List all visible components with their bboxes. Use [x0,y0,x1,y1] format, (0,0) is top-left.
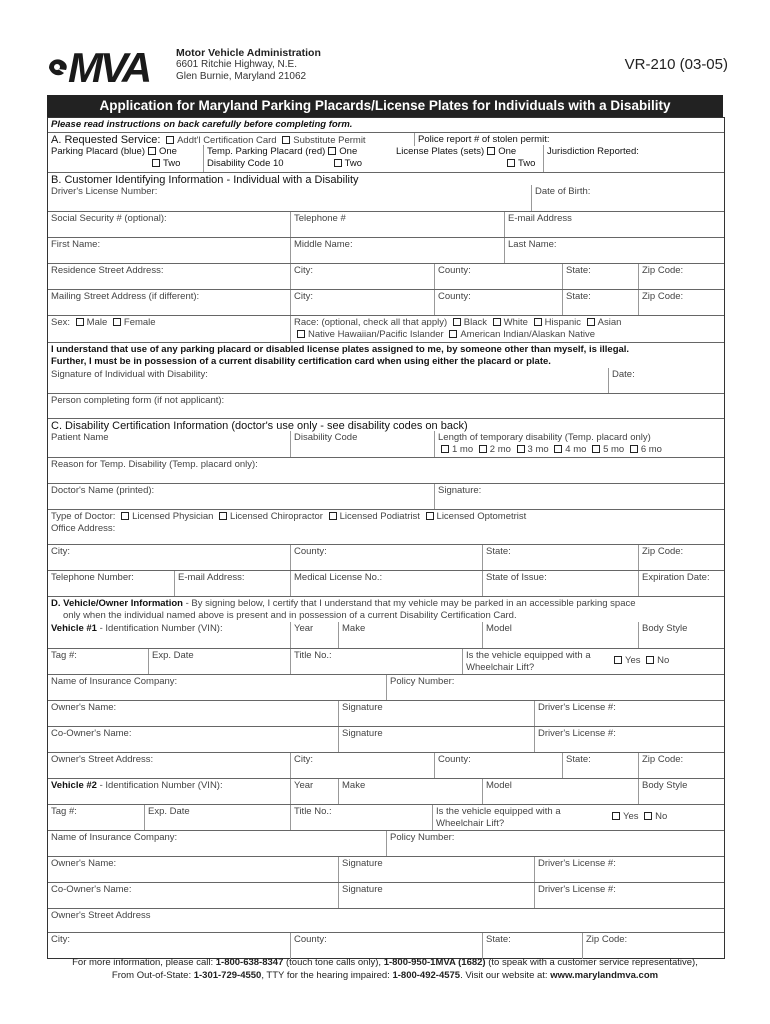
mva-logo [46,44,174,91]
vehicle1-body-style-field[interactable]: Body Style [642,623,688,634]
mailing-state-field[interactable]: State: [566,291,591,302]
disability-code-10-label: Disability Code 10 [207,158,284,169]
footer-text-d: From Out-of-State: [111,970,194,981]
vehicle2-exp-date-field[interactable]: Exp. Date [148,806,190,817]
vehicle1-wheelchair-q2: Wheelchair Lift? [466,662,535,673]
american-indian-label: American Indian/Alaskan Native [460,329,595,340]
type-of-doctor-label: Type of Doctor: [51,511,116,522]
white-checkbox[interactable] [493,318,501,326]
footer-text-f: . Visit our website at: [460,970,551,981]
vehicle1-vin-field[interactable]: - Identification Number (VIN): [96,623,223,634]
vehicle2-county-field[interactable]: County: [294,934,327,945]
vehicle2-make-field[interactable]: Make [342,780,366,791]
footer-phone-customer-service: 1-800-950-1MVA (1682) [383,957,486,968]
dob-field[interactable]: Date of Birth: [535,186,591,197]
temp-two-label: Two [344,158,363,169]
applicant-signature-field[interactable]: Signature of Individual with Disability: [51,369,208,380]
vehicle2-owner-signature-field[interactable]: Signature [342,858,383,869]
vehicle1-owner-name-field[interactable]: Owner's Name: [51,702,117,713]
patient-name-field[interactable]: Patient Name [51,432,109,443]
person-completing-field[interactable]: Person completing form (if not applicant): [51,395,225,406]
month-2-checkbox[interactable] [479,445,487,453]
placard-two-label: Two [163,158,181,169]
footer-text-e: , TTY for the hearing impaired: [261,970,393,981]
month-1-label: 1 mo [452,444,474,455]
state-of-issue-field[interactable]: State of Issue: [486,572,547,583]
residence-city-field[interactable]: City: [294,265,313,276]
vehicle1-owner-signature-field[interactable]: Signature [342,702,383,713]
vehicle1-title-field[interactable]: Title No.: [294,650,332,661]
vehicle1-zip-field[interactable]: Zip Code: [642,754,684,765]
vehicle2-zip-field[interactable]: Zip Code: [586,934,628,945]
section-a-heading: A. Requested Service: [51,134,161,146]
statement-line1: I understand that use of any parking placard or disabled license plates assigned to me, by someone other than myself, is illegal. [51,344,630,355]
license-plates-label: License Plates (sets) [396,146,485,157]
month-2-label: 2 mo [489,444,511,455]
vehicle1-label: Vehicle #1 [51,623,97,634]
length-label: Length of temporary disability (Temp. placard only) [438,432,651,443]
female-label: Female [123,317,156,328]
temp-placard-label: Temp. Parking Placard (red) [207,146,326,157]
month-5-checkbox[interactable] [592,445,600,453]
residence-zip-field[interactable]: Zip Code: [642,265,684,276]
vehicle2-year-field[interactable]: Year [294,780,314,791]
vehicle1-owner-street-field[interactable]: Owner's Street Address: [51,754,154,765]
medical-license-field[interactable]: Medical License No.: [294,572,383,583]
expiration-date-field[interactable]: Expiration Date: [642,572,710,583]
mailing-city-field[interactable]: City: [294,291,313,302]
vehicle1-exp-date-field[interactable]: Exp. Date [152,650,194,661]
vehicle2-model-field[interactable]: Model [486,780,512,791]
police-report-field[interactable]: Police report # of stolen permit: [418,134,550,145]
vehicle2-owner-street-field[interactable]: Owner's Street Address [51,910,151,921]
office-city-field[interactable]: City: [51,546,70,557]
reason-field[interactable]: Reason for Temp. Disability (Temp. placard only): [51,459,258,470]
optometrist-checkbox[interactable] [426,512,434,520]
vehicle2-state-field[interactable]: State: [486,934,511,945]
month-3-checkbox[interactable] [517,445,525,453]
vehicle2-policy-field[interactable]: Policy Number: [390,832,455,843]
addtl-cert-label: Addt'l Certification Card [177,135,277,146]
vehicle1-year-field[interactable]: Year [294,623,314,634]
female-checkbox[interactable] [113,318,121,326]
mailing-address-field[interactable]: Mailing Street Address (if different): [51,291,200,302]
white-label: White [503,317,528,328]
hawaiian-label: Native Hawaiian/Pacific Islander [308,329,444,340]
vehicle1-city-field[interactable]: City: [294,754,313,765]
month-6-label: 6 mo [640,444,662,455]
vehicle1-model-field[interactable]: Model [486,623,512,634]
section-d-text2: only when the individual named above is present and in possession of a current Disability Certification Card. [63,610,517,621]
vehicle2-vin-field[interactable]: - Identification Number (VIN): [96,780,223,791]
vehicle1-county-field[interactable]: County: [438,754,471,765]
month-5-label: 5 mo [603,444,625,455]
temp-one-label: One [339,146,358,157]
doctor-email-field[interactable]: E-mail Address: [178,572,245,583]
jurisdiction-field[interactable]: Jurisdiction Reported: [547,146,639,157]
vehicle2-insurance-field[interactable]: Name of Insurance Company: [51,832,178,843]
substitute-label: Substitute Permit [293,135,366,146]
disability-code-field[interactable]: Disability Code [294,432,358,443]
section-d-text1: - By signing below, I certify that I understand that my vehicle may be parked in an accessible parking space [182,598,636,609]
vehicle2-title-field[interactable]: Title No.: [294,806,332,817]
vehicle2-wheelchair-q2: Wheelchair Lift? [436,818,505,829]
vehicle2-label: Vehicle #2 [51,780,97,791]
vehicle1-no-checkbox[interactable] [646,656,654,664]
doctor-name-field[interactable]: Doctor's Name (printed): [51,485,155,496]
chiropractor-checkbox[interactable] [219,512,227,520]
form-header [0,0,770,95]
office-address-field[interactable]: Office Address: [51,523,116,534]
agency-block [176,47,321,83]
agency-address-line2: Glen Burnie, Maryland 21062 [176,71,307,82]
placard-one-label: One [159,146,177,157]
first-name-field[interactable]: First Name: [51,239,101,250]
male-label: Male [86,317,108,328]
hispanic-checkbox[interactable] [534,318,542,326]
vehicle2-tag-field[interactable]: Tag #: [51,806,77,817]
vehicle2-no-label: No [655,811,668,822]
vehicle1-policy-field[interactable]: Policy Number: [390,676,455,687]
american-indian-checkbox[interactable] [449,330,457,338]
plates-two-label: Two [518,158,536,169]
plates-two-checkbox[interactable] [507,159,515,167]
vehicle2-no-checkbox[interactable] [644,812,652,820]
agency-address-line1: 6601 Ritchie Highway, N.E. [176,59,297,70]
form-number: VR-210 (03-05) [624,56,728,73]
vehicle2-owner-dl-field[interactable]: Driver's License #: [538,858,616,869]
vehicle1-yes-label: Yes [625,655,641,666]
doctor-signature-field[interactable]: Signature: [438,485,482,496]
male-checkbox[interactable] [76,318,84,326]
mailing-county-field[interactable]: County: [438,291,471,302]
asian-label: Asian [597,317,622,328]
vehicle1-state-field[interactable]: State: [566,754,591,765]
vehicle2-wheelchair-q1: Is the vehicle equipped with a [436,806,561,817]
footer-text-a: For more information, please call: [72,957,216,968]
substitute-checkbox[interactable] [282,136,290,144]
addtl-cert-checkbox[interactable] [166,136,174,144]
podiatrist-checkbox[interactable] [329,512,337,520]
drivers-license-field[interactable]: Driver's License Number: [51,186,158,197]
hawaiian-checkbox[interactable] [297,330,305,338]
residence-state-field[interactable]: State: [566,265,591,276]
footer-phone-tty: 1-800-492-4575 [392,970,461,981]
vehicle2-coowner-signature-field[interactable]: Signature [342,884,383,895]
footer-line1 [0,956,770,969]
doctor-telephone-field[interactable]: Telephone Number: [51,572,134,583]
hispanic-label: Hispanic [544,317,582,328]
footer-text-c: (to speak with a customer service representative), [485,957,698,968]
form-grid [47,117,725,959]
agency-name: Motor Vehicle Administration [176,47,321,59]
vehicle1-owner-dl-field[interactable]: Driver's License #: [538,702,616,713]
footer-text-b: (touch tone calls only), [283,957,384,968]
placard-two-checkbox[interactable] [152,159,160,167]
section-d-heading: D. Vehicle/Owner Information [51,598,183,609]
vehicle1-tag-field[interactable]: Tag #: [51,650,77,661]
telephone-field[interactable]: Telephone # [294,213,346,224]
month-3-label: 3 mo [527,444,549,455]
vehicle1-coowner-signature-field[interactable]: Signature [342,728,383,739]
temp-one-checkbox[interactable] [328,147,336,155]
vehicle1-coowner-name-field[interactable]: Co-Owner's Name: [51,728,132,739]
month-4-checkbox[interactable] [554,445,562,453]
physician-checkbox[interactable] [121,512,129,520]
vehicle1-no-label: No [657,655,670,666]
sex-label: Sex: [51,317,71,328]
podiatrist-label: Licensed Podiatrist [339,511,420,522]
vehicle1-make-field[interactable]: Make [342,623,366,634]
email-field[interactable]: E-mail Address [508,213,572,224]
form-title: Application for Maryland Parking Placards/License Plates for Individuals with a Disability [47,95,723,117]
plates-one-label: One [498,146,517,157]
chiropractor-label: Licensed Chiropractor [230,511,323,522]
footer-website-link[interactable]: www.marylandmva.com [550,970,659,981]
vehicle2-yes-label: Yes [623,811,639,822]
vehicle2-body-style-field[interactable]: Body Style [642,780,688,791]
vehicle2-yes-checkbox[interactable] [612,812,620,820]
vehicle2-owner-name-field[interactable]: Owner's Name: [51,858,117,869]
parking-placard-label: Parking Placard (blue) [51,146,145,157]
middle-name-field[interactable]: Middle Name: [294,239,353,250]
vehicle1-coowner-dl-field[interactable]: Driver's License #: [538,728,616,739]
office-state-field[interactable]: State: [486,546,511,557]
ssn-field[interactable]: Social Security # (optional): [51,213,167,224]
temp-two-checkbox[interactable] [334,159,342,167]
applicant-date-field[interactable]: Date: [612,369,635,380]
mailing-zip-field[interactable]: Zip Code: [642,291,684,302]
placard-one-checkbox[interactable] [148,147,156,155]
optometrist-label: Licensed Optometrist [436,511,527,522]
month-4-label: 4 mo [565,444,587,455]
section-c-heading: C. Disability Certification Information (doctor's use only - see disability codes on back) [51,420,468,432]
plates-one-checkbox[interactable] [487,147,495,155]
section-b-heading: B. Customer Identifying Information - Individual with a Disability [51,174,359,186]
residence-address-field[interactable]: Residence Street Address: [51,265,164,276]
vehicle2-coowner-name-field[interactable]: Co-Owner's Name: [51,884,132,895]
black-label: Black [463,317,488,328]
month-6-checkbox[interactable] [630,445,638,453]
vehicle2-coowner-dl-field[interactable]: Driver's License #: [538,884,616,895]
asian-checkbox[interactable] [587,318,595,326]
race-label: Race: (optional, check all that apply) [294,317,448,328]
vehicle2-city-field[interactable]: City: [51,934,70,945]
footer-line2 [0,969,770,982]
vehicle1-wheelchair-q1: Is the vehicle equipped with a [466,650,591,661]
physician-label: Licensed Physician [132,511,214,522]
last-name-field[interactable]: Last Name: [508,239,557,250]
vehicle1-yes-checkbox[interactable] [614,656,622,664]
instructions: Please read instructions on back carefully before completing form. [51,119,353,130]
footer [0,956,770,982]
footer-phone-touchtone: 1-800-638-8347 [215,957,284,968]
footer-phone-out-of-state: 1-301-729-4550 [193,970,262,981]
black-checkbox[interactable] [453,318,461,326]
month-1-checkbox[interactable] [441,445,449,453]
office-zip-field[interactable]: Zip Code: [642,546,684,557]
office-county-field[interactable]: County: [294,546,327,557]
residence-county-field[interactable]: County: [438,265,471,276]
statement-line2: Further, I must be in possession of a current disability certification card when using either the placard or plate. [51,356,551,367]
logo-text: MVA [68,44,150,91]
vehicle1-insurance-field[interactable]: Name of Insurance Company: [51,676,178,687]
